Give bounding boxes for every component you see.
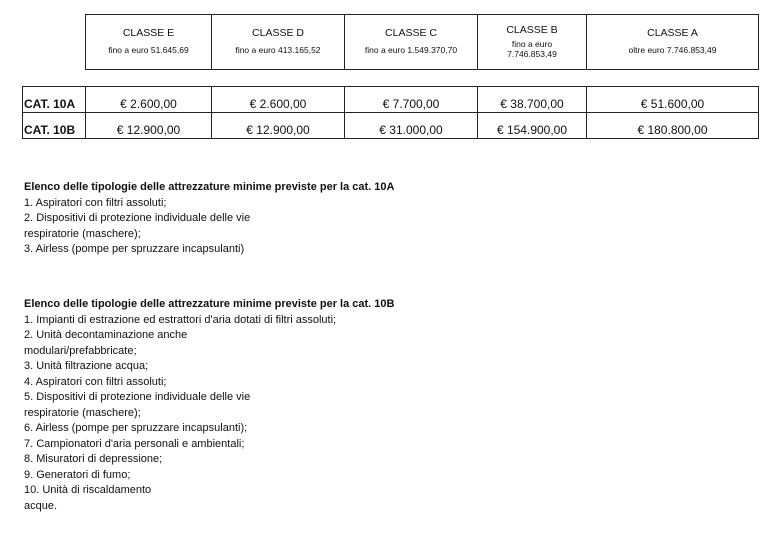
equipment-list — [24, 313, 349, 515]
section-title: Elenco delle tipologie delle attrezzature minime previste per la cat. 10B — [24, 298, 395, 310]
list-item: 3. Unità filtrazione acqua; — [24, 360, 149, 372]
list-item: 4. Aspiratori con filtri assoluti; — [24, 375, 167, 388]
list-item: 8. Misuratori di depressione; — [24, 453, 163, 465]
list-item: 2. Dispositivi di protezione individuale delle vie respiratorie (maschere); — [24, 212, 251, 240]
amount-cell: € 51.600,00 — [587, 87, 759, 113]
amount-cell: € 180.800,00 — [587, 113, 759, 139]
class-limit: fino a euro 51.645,69 — [108, 45, 189, 55]
list-item: 9. Generatori di fumo; — [24, 468, 131, 481]
section-title: Elenco delle tipologie delle attrezzature minime previste per la cat. 10A — [24, 181, 395, 193]
class-header-row — [86, 15, 759, 70]
category-label: CAT. 10A — [23, 87, 86, 113]
class-name: CLASSE E — [122, 27, 175, 39]
amount-cell: € 31.000,00 — [345, 113, 478, 139]
amount-cell: € 12.900,00 — [212, 113, 345, 139]
list-item: 1. Impianti di estrazione ed estrattori d'aria dotati di filtri assoluti; — [24, 313, 337, 326]
list-item: 1. Aspiratori con filtri assoluti; — [24, 196, 167, 209]
list-item: 5. Dispositivi di protezione individuale delle vie respiratorie (maschere); — [24, 391, 251, 419]
class-limit: oltre euro 7.746.853,49 — [628, 45, 717, 55]
class-name: CLASSE B — [506, 23, 558, 36]
list-item: 2. Unità decontaminazione anche modulari/prefabbricate; — [24, 329, 188, 357]
class-limit: fino a euro 7.746.853,49 — [507, 38, 557, 59]
category-row-10b — [23, 113, 759, 139]
amount-cell: € 154.900,00 — [478, 113, 587, 139]
list-item: 6. Airless (pompe per spruzzare incapsulanti); — [24, 422, 248, 434]
class-cell-c — [345, 15, 478, 70]
list-item: 10. Unità di riscaldamento acque. — [24, 484, 152, 512]
amount-cell: € 12.900,00 — [86, 113, 212, 139]
category-label: CAT. 10B — [23, 113, 86, 139]
equipment-list-10a — [24, 180, 444, 258]
class-name: CLASSE C — [385, 27, 437, 39]
class-cell-e — [86, 15, 212, 70]
list-item: 7. Campionatori d'aria personali e ambientali; — [24, 437, 245, 450]
amount-cell: € 2.600,00 — [212, 87, 345, 113]
class-cell-d — [212, 15, 345, 70]
list-item: 3. Airless (pompe per spruzzare incapsulanti) — [24, 243, 245, 255]
class-limit: fino a euro 413.165,52 — [235, 45, 321, 55]
class-limit: fino a euro 1.549.370,70 — [364, 45, 458, 55]
category-amounts-table — [22, 86, 759, 139]
equipment-list — [24, 196, 299, 258]
equipment-list-10b — [24, 297, 464, 514]
amount-cell: € 7.700,00 — [345, 87, 478, 113]
class-name: CLASSE D — [252, 27, 304, 39]
class-header-table — [85, 14, 759, 70]
amount-cell: € 38.700,00 — [478, 87, 587, 113]
amount-cell: € 2.600,00 — [86, 87, 212, 113]
class-name: CLASSE A — [647, 27, 698, 39]
class-cell-b — [478, 15, 587, 70]
category-row-10a — [23, 87, 759, 113]
class-cell-a — [587, 15, 759, 70]
